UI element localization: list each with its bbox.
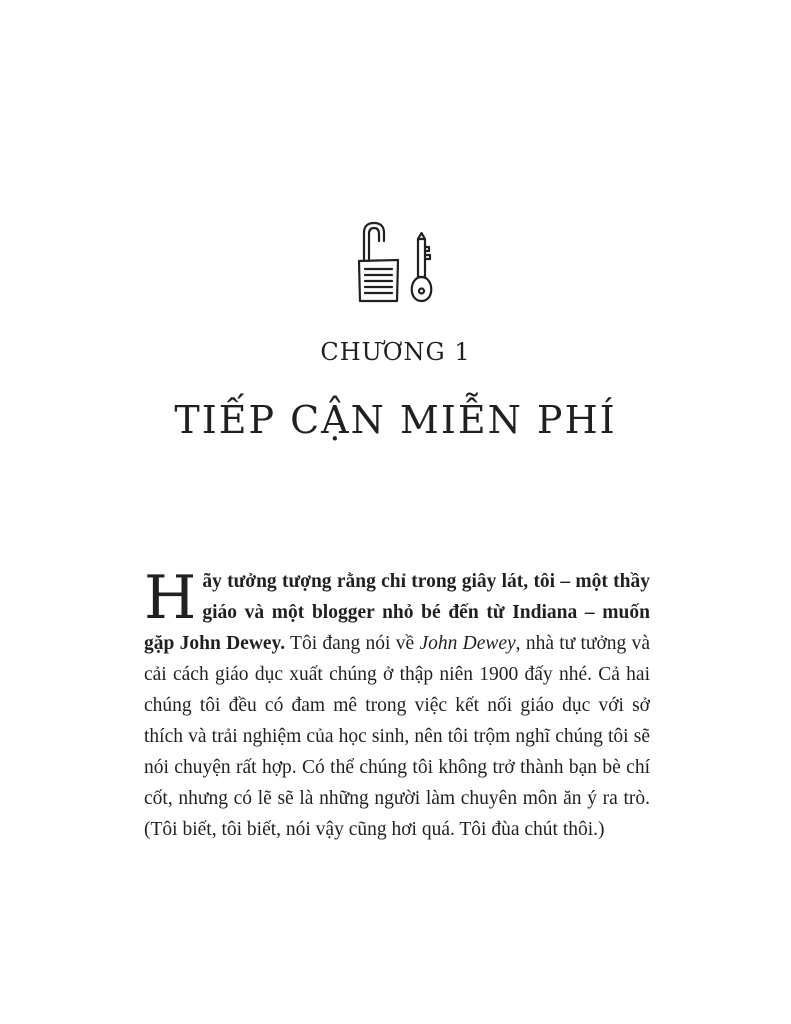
chapter-label: CHƯƠNG 1 — [320, 338, 471, 366]
drop-cap: H — [144, 563, 197, 633]
chapter-title: TIẾP CẬN MIỄN PHÍ — [174, 398, 617, 442]
body-paragraph — [144, 563, 650, 845]
lead-bold-text: ãy tưởng tượng rằng chỉ trong giây lát, tôi – một thầy giáo và một blogger nhỏ bé đến từ Indiana – muốn gặp John Dewey. — [144, 571, 650, 654]
padlock-and-key-icon — [355, 219, 441, 305]
italic-name: John Dewey — [419, 633, 516, 654]
body-text-segment-rest: , nhà tư tưởng và cải cách giáo dục xuất chúng ở thập niên 1900 đấy nhé. Cả hai chúng tôi đều có đam mê trong việc kết nối giáo dục với sở thích và trải nghiệm của học sinh, nên tôi trộm nghĩ chúng tôi sẽ nói chuyện rất hợp. Có thể chúng tôi không trở thành bạn bè chí cốt, nhưng có lẽ sẽ là những người làm chuyên môn ăn ý ra trò. (Tôi biết, tôi biết, nói vậy cũng hơi quá. Tôi đùa chút thôi.) — [144, 633, 650, 840]
body-text-segment: Tôi đang nói về — [285, 633, 420, 654]
